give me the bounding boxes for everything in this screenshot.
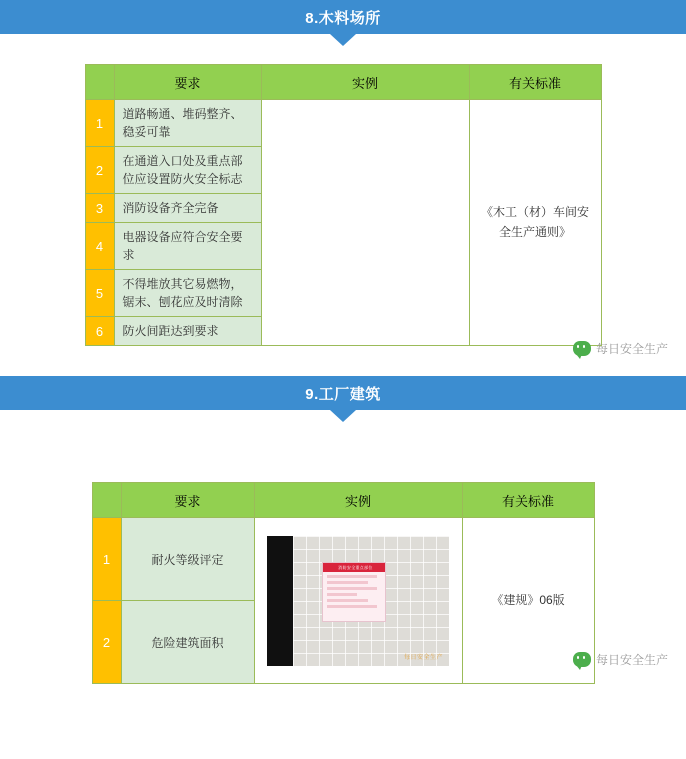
header-standard-8: 有关标准 (469, 65, 601, 100)
row-index: 3 (85, 194, 114, 223)
header-example-8: 实例 (261, 65, 469, 100)
row-requirement: 危险建筑面积 (121, 601, 254, 684)
banner-title-8: 8.木料场所 (0, 0, 686, 34)
banner-arrow-icon-8 (330, 34, 356, 46)
wechat-mark-9 (573, 651, 668, 668)
poster-line (327, 605, 377, 608)
row-index: 1 (92, 518, 121, 601)
poster-line (327, 593, 357, 596)
row-index: 5 (85, 270, 114, 317)
row-requirement: 电器设备应符合安全要求 (114, 223, 261, 270)
poster-line (327, 599, 368, 602)
row-requirement: 不得堆放其它易燃物，锯末、刨花应及时清除 (114, 270, 261, 317)
poster-line (327, 581, 368, 584)
wechat-label: 每日安全生产 (595, 342, 668, 356)
row-requirement: 防火间距达到要求 (114, 317, 261, 346)
header-index-8 (85, 65, 114, 100)
section-factory-building (0, 376, 686, 684)
section-banner-8 (0, 0, 686, 46)
poster-line (327, 587, 377, 590)
table-row (92, 518, 594, 601)
header-example-9: 实例 (254, 483, 462, 518)
example-photo-cell-9 (254, 518, 462, 684)
banner-arrow-icon-9 (330, 410, 356, 422)
wechat-footer (573, 651, 668, 668)
standard-cell-9: 《建规》06版 (462, 518, 594, 684)
poster-body (323, 572, 385, 614)
wechat-mark-8 (573, 340, 668, 357)
poster-title: 消防安全重点部位 (323, 563, 385, 572)
standard-cell-8: 《木工（材）车间安全生产通则》 (469, 100, 601, 346)
example-cell-8 (261, 100, 469, 346)
header-standard-9: 有关标准 (462, 483, 594, 518)
poster-line (327, 575, 377, 578)
row-index: 6 (85, 317, 114, 346)
row-index: 2 (85, 147, 114, 194)
photo-watermark: 每日安全生产 (403, 654, 443, 661)
row-requirement: 消防设备齐全完备 (114, 194, 261, 223)
section-banner-9 (0, 376, 686, 422)
wechat-label: 每日安全生产 (595, 653, 668, 667)
row-index: 2 (92, 601, 121, 684)
section-wood-yard (0, 0, 686, 356)
header-requirement-9: 要求 (121, 483, 254, 518)
header-index-9 (92, 483, 121, 518)
row-index: 4 (85, 223, 114, 270)
safety-poster (322, 562, 386, 622)
wechat-icon (573, 652, 591, 667)
table-header-row-8 (85, 65, 601, 100)
row-requirement: 道路畅通、堆码整齐、稳妥可靠 (114, 100, 261, 147)
row-index: 1 (85, 100, 114, 147)
requirements-table-9 (92, 482, 595, 684)
table-row (85, 100, 601, 147)
wechat-icon (573, 341, 591, 356)
row-requirement: 在通道入口处及重点部位应设置防火安全标志 (114, 147, 261, 194)
header-requirement-8: 要求 (114, 65, 261, 100)
row-requirement: 耐火等级评定 (121, 518, 254, 601)
example-photo (267, 536, 449, 666)
photo-dark-edge (267, 536, 293, 666)
table-header-row-9 (92, 483, 594, 518)
table-wrapper-8 (0, 64, 686, 346)
banner-title-9: 9.工厂建筑 (0, 376, 686, 410)
requirements-table-8 (85, 64, 602, 346)
wechat-footer (573, 340, 668, 357)
